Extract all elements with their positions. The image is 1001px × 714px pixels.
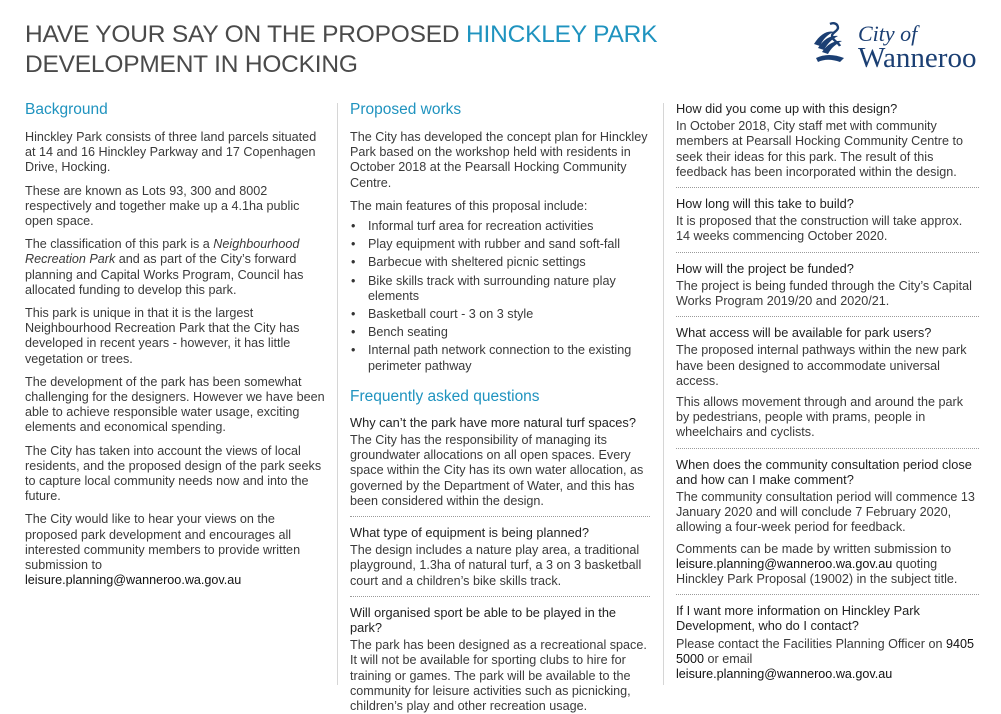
dotted-divider: [350, 596, 650, 597]
logo-wanneroo-text: Wanneroo: [858, 42, 977, 74]
text-span: The City would like to hear your views on the proposed park development and encourages all interested community members to provide written submission to: [25, 512, 301, 573]
faq-question: Why can’t the park have more natural turf spaces?: [350, 414, 636, 430]
title-line-2: DEVELOPMENT IN HOCKING: [25, 51, 358, 78]
faq-answer: The community consultation period will commence 13 January 2020 and will conclude 7 February 2020, allowing a four-week period for feedback.: [676, 490, 975, 535]
phone-number: 9405 5000: [676, 636, 975, 666]
list-item: • Basketball court - 3 on 3 style: [350, 307, 650, 322]
dotted-divider: [676, 448, 979, 449]
swan-emblem-icon: [810, 18, 856, 68]
background-paragraph: The City has taken into account the views of local residents, and the proposed design of the park seeks to capture local community needs now and into the future.: [25, 443, 322, 504]
list-item: • Informal turf area for recreation activities: [350, 219, 650, 234]
email-link[interactable]: leisure.planning@wanneroo.wa.gov.au: [676, 667, 893, 682]
text-span: or email: [704, 651, 753, 666]
city-logo: [810, 18, 980, 78]
faq-answer: The park has been designed as a recreational space. It will not be available for sporting clubs to hire for training or games. The park will be available to the community for leisure activities such as picnicking, children’s play and other recreation usage.: [350, 638, 647, 714]
faq-answer: It is proposed that the construction will take approx. 14 weeks commencing October 2020.: [676, 214, 963, 244]
faq-answer: [676, 637, 979, 683]
faq-answer: In October 2018, City staff met with community members at Pearsall Hocking Community Centre to seek their ideas for this park. The result of this feedback has been incorporated within the design.: [676, 119, 963, 179]
title-accent: HINCKLEY PARK: [466, 21, 658, 48]
classification-emphasis: Neighbourhood Recreation Park: [25, 237, 300, 267]
faq-question: When does the community consultation period close and how can I make comment?: [676, 456, 972, 487]
background-paragraph: These are known as Lots 93, 300 and 8002 respectively and together make up a 4.1ha public open space.: [25, 183, 300, 229]
proposed-works-heading: Proposed works: [350, 101, 462, 118]
faq-question: Will organised sport be able to be played in the park?: [350, 604, 617, 636]
background-paragraph: The development of the park has been somewhat challenging for the designers. However we have been able to achieve responsible water usage, exciting elements and economical spending.: [25, 374, 325, 435]
faq-question: What type of equipment is being planned?: [350, 525, 590, 541]
title-line-1: [25, 20, 657, 50]
text-span: and as part of the City’s forward planning and Capital Works Program, Council has allocated funding to develop this park.: [25, 252, 304, 297]
list-item: • Barbecue with sheltered picnic settings: [350, 255, 650, 270]
faq-answer: The design includes a nature play area, a traditional playground, 1.3ha of natural turf, a 3 on 3 basketball court and a children’s bike skills track.: [350, 543, 642, 588]
faq-answer: [676, 542, 979, 588]
proposed-paragraph: The City has developed the concept plan for Hinckley Park based on the workshop held with residents in October 2018 at the Pearsall Hocking Community Centre.: [350, 130, 648, 190]
faq-answer: The project is being funded through the City’s Capital Works Program 2019/20 and 2020/21.: [676, 278, 972, 309]
features-list: [350, 219, 650, 374]
logo-city-text: City of: [858, 21, 918, 46]
faq-question: If I want more information on Hinckley Park Development, who do I contact?: [676, 603, 920, 634]
faq-question: How did you come up with this design?: [676, 101, 898, 116]
title-text: HAVE YOUR SAY ON THE PROPOSED: [25, 21, 467, 48]
faq-question: What access will be available for park users?: [676, 325, 932, 341]
proposed-works-section: [350, 100, 650, 714]
background-section: [25, 100, 327, 596]
faq-continued-section: [676, 101, 979, 682]
text-span: Please contact the Facilities Planning Officer on: [676, 636, 946, 651]
faq-answer: The City has the responsibility of managing its groundwater allocations on all open spaces. Every space within the City has its own water allocation, as governed by the Department of Water, and this has been considered within the design.: [350, 433, 644, 508]
dotted-divider: [676, 316, 979, 317]
column-divider: [663, 103, 664, 685]
background-heading: Background: [25, 101, 108, 118]
list-item: • Internal path network connection to the existing perimeter pathway: [350, 343, 650, 373]
page-title: [25, 20, 657, 80]
dotted-divider: [676, 252, 979, 253]
proposed-paragraph: The main features of this proposal include:: [350, 198, 588, 213]
background-paragraph: [25, 237, 327, 298]
list-item: • Bench seating: [350, 325, 650, 340]
faq-heading: Frequently asked questions: [350, 387, 540, 405]
email-link[interactable]: leisure.planning@wanneroo.wa.gov.au: [676, 556, 893, 571]
faq-answer: This allows movement through and around the park by pedestrians, people with prams, people in wheelchairs and cyclists.: [676, 395, 964, 440]
background-paragraph: This park is unique in that it is the largest Neighbourhood Recreation Park that the City has developed in recent years - however, it has little vegetation or trees.: [25, 306, 300, 366]
text-span: quoting Hinckley Park Proposal (19002) in the subject title.: [676, 556, 958, 587]
column-divider: [337, 103, 338, 685]
text-span: The classification of this park is a: [25, 237, 214, 252]
email-link[interactable]: leisure.planning@wanneroo.wa.gov.au: [25, 573, 242, 588]
faq-question: How will the project be funded?: [676, 260, 854, 276]
background-paragraph: Hinckley Park consists of three land parcels situated at 14 and 16 Hinckley Parkway and 17 Copenhagen Drive, Hocking.: [25, 130, 317, 175]
faq-answer: The proposed internal pathways within the new park have been designed to accommodate universal access.: [676, 343, 967, 388]
faq-question: How long will this take to build?: [676, 196, 854, 212]
dotted-divider: [676, 594, 979, 595]
list-item: • Bike skills track with surrounding nature play elements: [350, 274, 650, 304]
dotted-divider: [676, 187, 979, 188]
list-item: • Play equipment with rubber and sand soft-fall: [350, 237, 650, 252]
text-span: Comments can be made by written submission to: [676, 541, 952, 556]
dotted-divider: [350, 516, 650, 517]
background-paragraph: [25, 512, 327, 588]
